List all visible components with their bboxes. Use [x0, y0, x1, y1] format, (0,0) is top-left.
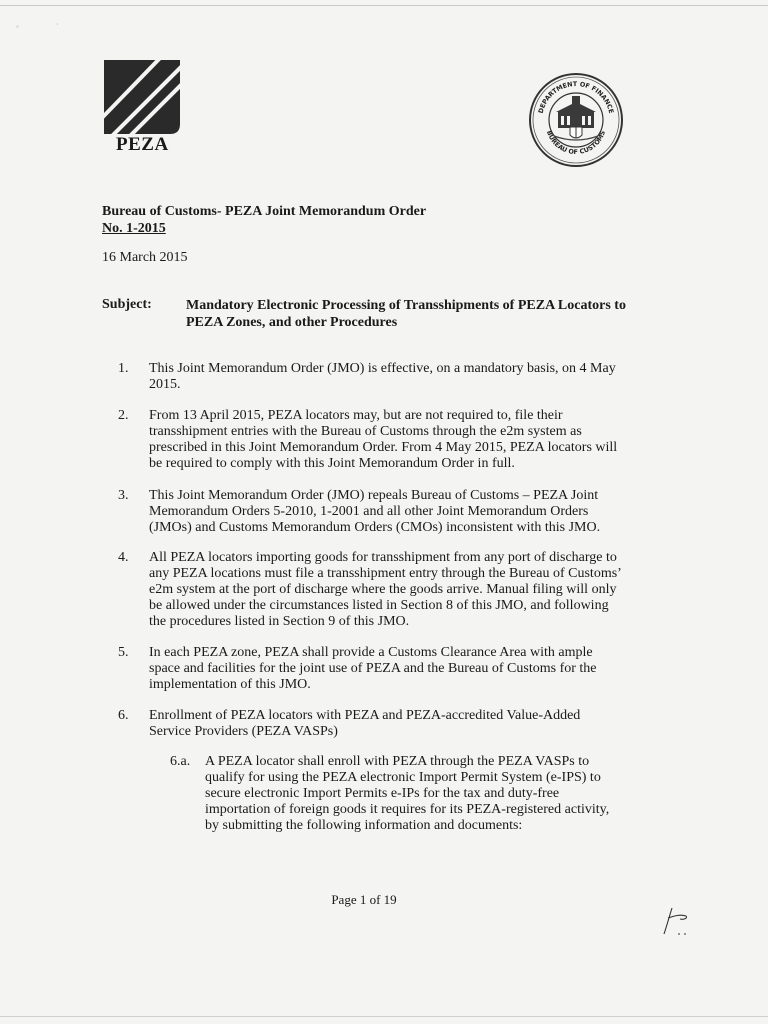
subitem-line: A PEZA locator shall enroll with PEZA through the PEZA VASPs to	[205, 754, 590, 769]
item-line: any PEZA locations must file a transshipment entry through the Bureau of Customs’	[149, 566, 622, 581]
order-title: Bureau of Customs- PEZA Joint Memorandum Order	[102, 204, 427, 219]
item-line: the procedures listed in Section 9 of this JMO.	[149, 614, 410, 629]
peza-logo-icon	[104, 60, 180, 134]
item-text	[149, 708, 649, 740]
subitem-line: importation of foreign goods it requires for its PEZA-registered activity,	[205, 802, 610, 817]
item-number: 5.	[118, 645, 129, 660]
subject-line: Mandatory Electronic Processing of Transshipments of PEZA Locators to	[186, 298, 626, 313]
item-line: This Joint Memorandum Order (JMO) repeals Bureau of Customs – PEZA Joint	[149, 488, 599, 503]
item-line: Enrollment of PEZA locators with PEZA and PEZA-accredited Value-Added	[149, 708, 581, 723]
page-edge-bottom	[0, 1016, 768, 1017]
item-line: Service Providers (PEZA VASPs)	[149, 724, 338, 739]
item-number: 1.	[118, 361, 129, 376]
item-text	[149, 488, 649, 536]
subitem-text	[205, 754, 625, 834]
subitem-line: by submitting the following information and documents:	[205, 818, 523, 833]
svg-text:DEPARTMENT OF FINANCE: DEPARTMENT OF FINANCE	[536, 79, 616, 115]
subject-text	[186, 297, 646, 331]
peza-logo-label: PEZA	[116, 134, 169, 155]
scan-mark: ◦	[16, 22, 19, 31]
subject-label: Subject:	[102, 297, 152, 312]
scan-mark: ·	[56, 20, 59, 29]
header-block	[102, 203, 426, 237]
bureau-of-customs-seal	[528, 72, 624, 168]
item-line: implementation of this JMO.	[149, 677, 311, 692]
item-line: This Joint Memorandum Order (JMO) is effective, on a mandatory basis, on 4 May	[149, 361, 616, 376]
item-text	[149, 361, 649, 393]
item-line: From 13 April 2015, PEZA locators may, but are not required to, file their	[149, 408, 563, 423]
handwritten-initials-icon	[658, 904, 698, 940]
order-date: 16 March 2015	[102, 250, 188, 265]
subitem-line: secure electronic Import Permits e-IPs for the tax and duty-free	[205, 786, 560, 801]
page-edge-top	[0, 5, 768, 6]
item-number: 4.	[118, 550, 129, 565]
item-line: e2m system at the port of discharge where the goods arrive. Manual filing will only	[149, 582, 617, 597]
item-line: prescribed in this Joint Memorandum Order. From 4 May 2015, PEZA locators will	[149, 440, 618, 455]
item-line: space and facilities for the joint use of PEZA and the Bureau of Customs for the	[149, 661, 597, 676]
order-number: No. 1-2015	[102, 221, 166, 236]
svg-text:BUREAU OF CUSTOMS: BUREAU OF CUSTOMS	[544, 129, 608, 157]
subject-line: PEZA Zones, and other Procedures	[186, 315, 398, 330]
item-text	[149, 645, 649, 693]
item-line: be allowed under the circumstances listed in Section 8 of this JMO, and following	[149, 598, 609, 613]
item-line: All PEZA locators importing goods for transshipment from any port of discharge to	[149, 550, 617, 565]
item-line: (JMOs) and Customs Memorandum Orders (CMOs) inconsistent with this JMO.	[149, 520, 601, 535]
item-text	[149, 550, 649, 630]
page-number: Page 1 of 19	[331, 892, 397, 907]
item-line: Memorandum Orders 5-2010, 1-2001 and all other Joint Memorandum Orders	[149, 504, 589, 519]
item-number: 2.	[118, 408, 129, 423]
subitem-line: qualify for using the PEZA electronic Import Permit System (e-IPS) to	[205, 770, 601, 785]
item-text	[149, 408, 649, 472]
item-number: 3.	[118, 488, 129, 503]
item-line: 2015.	[149, 377, 181, 392]
item-line: be required to comply with this Joint Memorandum Order in full.	[149, 456, 515, 471]
item-number: 6.	[118, 708, 129, 723]
item-line: transshipment entries with the Bureau of Customs through the e2m system as	[149, 424, 582, 439]
subitem-number: 6.a.	[170, 754, 191, 769]
item-line: In each PEZA zone, PEZA shall provide a Customs Clearance Area with ample	[149, 645, 593, 660]
